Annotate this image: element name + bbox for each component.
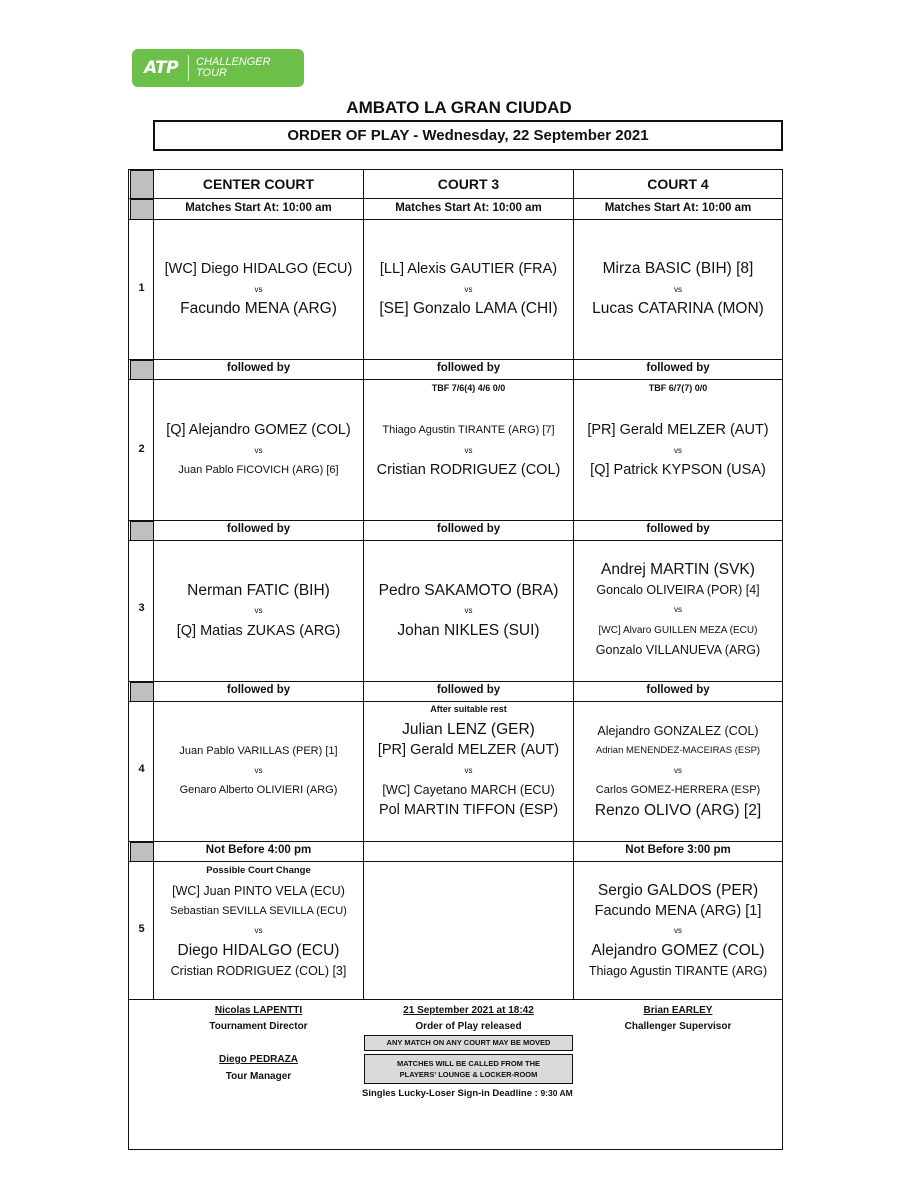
notice-any-match-moved: ANY MATCH ON ANY COURT MAY BE MOVED	[364, 1035, 573, 1051]
court-header-center: CENTER COURT	[202, 176, 315, 192]
lucky-loser-label: Singles Lucky-Loser Sign-in Deadline :	[362, 1088, 538, 1099]
match-r1-c3-player1: Mirza BASIC (BIH) [8]	[602, 260, 754, 277]
match-r3-c1-player1: Nerman FATIC (BIH)	[187, 582, 330, 599]
grid-hline	[128, 359, 783, 360]
followed-by-label: followed by	[646, 684, 710, 696]
match-r5-c1-team1-player2: Sebastian SEVILLA SEVILLA (ECU)	[170, 905, 347, 917]
match-r2-c2-note: TBF 7/6(4) 4/6 0/0	[431, 383, 506, 393]
vs-label: vs	[674, 605, 682, 614]
match-r5-c1-team2-player1: Diego HIDALGO (ECU)	[177, 942, 340, 959]
match-r3-c2-player1: Pedro SAKAMOTO (BRA)	[378, 582, 559, 599]
match-r4-c2-team1-player2: [PR] Gerald MELZER (AUT)	[377, 742, 560, 758]
start-time-court4: Matches Start At: 10:00 am	[604, 202, 752, 214]
match-r1-c2-player1: [LL] Alexis GAUTIER (FRA)	[379, 261, 558, 277]
match-r5-c1-note: Possible Court Change	[206, 865, 311, 876]
vs-label: vs	[464, 446, 473, 455]
grid-hline	[128, 219, 783, 220]
vs-label: vs	[464, 606, 473, 615]
vs-label: vs	[674, 285, 682, 294]
match-r4-c2-team1-player1: Julian LENZ (GER)	[402, 721, 535, 738]
manager-title: Tour Manager	[225, 1071, 292, 1082]
corner-shade	[130, 170, 154, 199]
notice-line1: MATCHES WILL BE CALLED FROM THE	[396, 1059, 541, 1068]
row-number-1: 1	[138, 282, 145, 294]
followed-by-label: followed by	[436, 684, 501, 696]
followed-by-label: followed by	[436, 523, 501, 535]
match-r5-c3-team2-player2: Thiago Agustin TIRANTE (ARG)	[588, 964, 768, 978]
grid-hline	[128, 520, 783, 521]
row-shade	[130, 521, 154, 541]
followed-by-label: followed by	[646, 523, 710, 535]
logo-line2: TOUR	[196, 67, 227, 79]
match-r4-c3-team1-player1: Alejandro GONZALEZ (COL)	[597, 724, 759, 738]
director-name: Nicolas LAPENTTI	[214, 1005, 303, 1016]
match-r3-c3-team2-player1: [WC] Alvaro GUILLEN MEZA (ECU)	[598, 625, 758, 636]
lucky-loser-deadline	[362, 1088, 573, 1099]
vs-label: vs	[254, 766, 263, 775]
order-of-play-title: ORDER OF PLAY - Wednesday, 22 September 2021	[153, 120, 783, 151]
supervisor-name: Brian EARLEY	[643, 1005, 713, 1016]
row-number-3: 3	[138, 602, 145, 614]
vs-label: vs	[464, 766, 473, 775]
logo-line1: CHALLENGER	[196, 56, 271, 68]
court-header-3: COURT 3	[437, 176, 500, 192]
row-shade	[130, 682, 154, 702]
match-r4-c2-team2-player2: Pol MARTIN TIFFON (ESP)	[378, 802, 559, 818]
match-r1-c1-player2: Facundo MENA (ARG)	[180, 300, 337, 317]
director-title: Tournament Director	[209, 1021, 308, 1032]
followed-by-label: followed by	[436, 362, 501, 374]
followed-by-label: followed by	[646, 362, 710, 374]
logo-divider	[188, 55, 189, 81]
followed-by-label: followed by	[226, 362, 291, 374]
grid-hline	[128, 198, 783, 199]
match-r3-c3-team1-player2: Goncalo OLIVEIRA (POR) [4]	[596, 583, 760, 597]
match-r4-c1-player2: Genaro Alberto OLIVIERI (ARG)	[179, 784, 338, 796]
vs-label: vs	[674, 766, 682, 775]
row-number-4: 4	[138, 763, 145, 775]
match-r2-c3-player2: [Q] Patrick KYPSON (USA)	[590, 462, 766, 478]
match-r2-c1-player2: Juan Pablo FICOVICH (ARG) [6]	[178, 464, 339, 476]
grid-hline	[128, 841, 783, 842]
supervisor-title: Challenger Supervisor	[624, 1021, 732, 1032]
match-r5-c3-team1-player2: Facundo MENA (ARG) [1]	[594, 903, 762, 919]
vs-label: vs	[254, 446, 263, 455]
followed-by-label: followed by	[226, 684, 291, 696]
not-before-court4: Not Before 3:00 pm	[625, 844, 731, 856]
atp-challenger-logo	[132, 49, 304, 87]
match-r4-c2-team2-player1: [WC] Cayetano MARCH (ECU)	[382, 783, 555, 797]
match-r2-c3-player1: [PR] Gerald MELZER (AUT)	[587, 422, 769, 438]
row-shade	[130, 842, 154, 862]
match-r2-c2-player1: Thiago Agustin TIRANTE (ARG) [7]	[382, 424, 555, 436]
match-r2-c1-player1: [Q] Alejandro GOMEZ (COL)	[166, 422, 351, 438]
match-r4-c2-note: After suitable rest	[430, 704, 507, 714]
logo-tour-text	[193, 57, 271, 79]
match-r3-c2-player2: Johan NIKLES (SUI)	[397, 622, 540, 639]
match-r2-c2-player2: Cristian RODRIGUEZ (COL)	[376, 462, 561, 478]
notice-line2: PLAYERS' LOUNGE & LOCKER-ROOM	[399, 1070, 538, 1079]
match-r1-c3-player2: Lucas CATARINA (MON)	[592, 300, 764, 317]
not-before-center: Not Before 4:00 pm	[205, 844, 312, 856]
vs-label: vs	[254, 285, 263, 294]
start-time-center: Matches Start At: 10:00 am	[185, 202, 332, 214]
start-time-court3: Matches Start At: 10:00 am	[395, 202, 542, 214]
grid-hline	[128, 681, 783, 682]
grid-hline	[128, 861, 783, 862]
match-r3-c3-team2-player2: Gonzalo VILLANUEVA (ARG)	[595, 643, 761, 657]
vs-label: vs	[674, 926, 682, 935]
grid-hline	[128, 701, 783, 702]
court-header-4: COURT 4	[647, 176, 709, 192]
notice-called-from-lounge	[364, 1054, 573, 1084]
match-r1-c2-player2: [SE] Gonzalo LAMA (CHI)	[379, 300, 558, 317]
match-r3-c1-player2: [Q] Matias ZUKAS (ARG)	[176, 623, 341, 639]
match-r4-c3-team1-player2: Adrian MENENDEZ-MACEIRAS (ESP)	[595, 745, 761, 756]
match-r4-c3-team2-player1: Carlos GOMEZ-HERRERA (ESP)	[595, 784, 761, 796]
match-r5-c3-team1-player1: Sergio GALDOS (PER)	[597, 882, 759, 899]
lucky-loser-time: 9:30 AM	[540, 1088, 573, 1098]
manager-name: Diego PEDRAZA	[219, 1054, 298, 1065]
vs-label: vs	[464, 285, 473, 294]
released-label: Order of Play released	[415, 1021, 522, 1032]
match-r4-c3-team2-player2: Renzo OLIVO (ARG) [2]	[594, 802, 762, 819]
row-number-5: 5	[138, 923, 145, 935]
grid-hline	[128, 999, 783, 1000]
followed-by-label: followed by	[226, 523, 291, 535]
row-shade	[130, 360, 154, 380]
vs-label: vs	[254, 926, 263, 935]
match-r3-c3-team1-player1: Andrej MARTIN (SVK)	[601, 561, 755, 578]
row-shade	[130, 199, 154, 220]
match-r4-c1-player1: Juan Pablo VARILLAS (PER) [1]	[179, 745, 338, 757]
grid-hline	[128, 540, 783, 541]
vs-label: vs	[254, 606, 263, 615]
event-title: AMBATO LA GRAN CIUDAD	[346, 98, 572, 117]
match-r1-c1-player1: [WC] Diego HIDALGO (ECU)	[164, 261, 353, 277]
match-r2-c3-note: TBF 6/7(7) 0/0	[648, 383, 708, 393]
released-date: 21 September 2021 at 18:42	[403, 1005, 534, 1016]
grid-hline	[128, 379, 783, 380]
row-number-2: 2	[138, 443, 145, 455]
vs-label: vs	[674, 446, 682, 455]
logo-brand: ATP	[144, 58, 179, 78]
match-r5-c1-team2-player2: Cristian RODRIGUEZ (COL) [3]	[170, 964, 347, 978]
match-r5-c1-team1-player1: [WC] Juan PINTO VELA (ECU)	[172, 884, 345, 898]
match-r5-c3-team2-player1: Alejandro GOMEZ (COL)	[591, 942, 765, 959]
